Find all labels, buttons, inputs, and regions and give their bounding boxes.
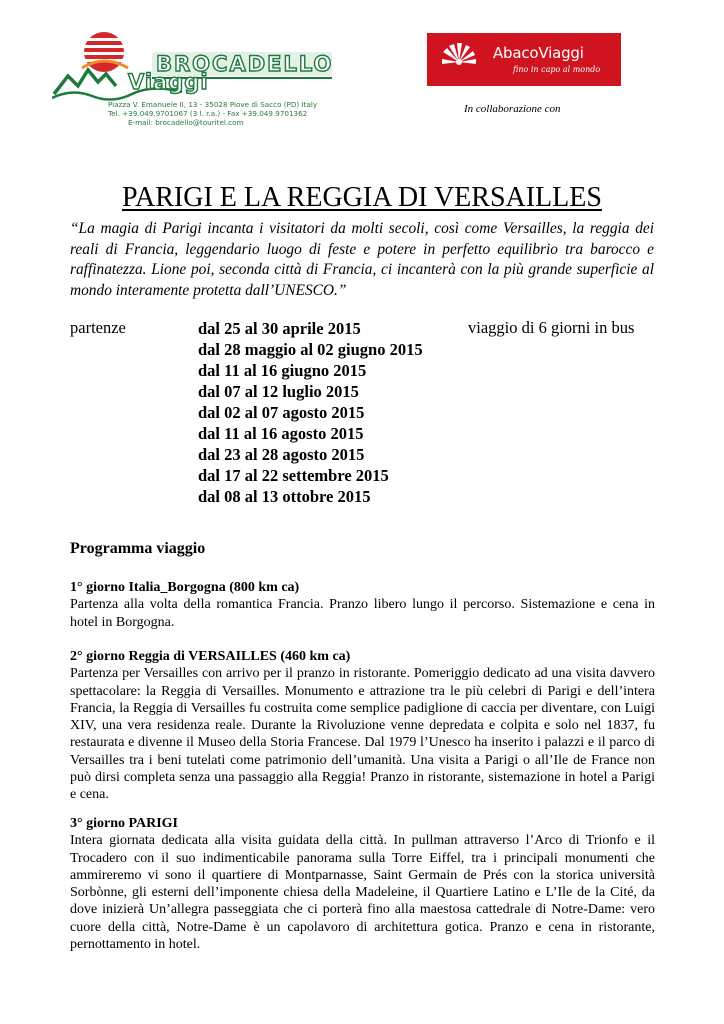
abaco-tagline: fino in capo al mondo [513, 65, 601, 74]
brand-name-top: BROCADELLO [156, 52, 334, 76]
departure-date: dal 07 al 12 luglio 2015 [198, 382, 359, 401]
abacoviaggi-logo [427, 33, 621, 86]
departures-label: partenze [70, 318, 126, 337]
departure-date: dal 02 al 07 agosto 2015 [198, 403, 365, 422]
program-day [70, 648, 655, 804]
program-day [70, 815, 655, 953]
departure-date: dal 08 al 13 ottobre 2015 [198, 487, 371, 506]
brocadello-logo [52, 24, 342, 128]
agency-email: E-mail: brocadello@touritel.com [128, 118, 244, 127]
agency-phone-fax: Tel. +39.049.9701067 (3 l. r.a.) - Fax +39.049.9701362 [108, 109, 308, 118]
abaco-brand-name: AbacoViaggi [493, 44, 584, 62]
departure-date: dal 23 al 28 agosto 2015 [198, 445, 365, 464]
day-description: Partenza alla volta della romantica Francia. Pranzo libero lungo il percorso. Sistemazione e cena in hotel in Borgogna. [70, 597, 655, 630]
day-description: Partenza per Versailles con arrivo per il pranzo in ristorante. Pomeriggio dedicato ad una visita davvero spettacolare: la Reggia di Versailles. Monumento e attrazione tra le più celebri di Parigi e dell’intera Francia, la Reggia di Versailles fu costruita come semplice padiglione di caccia per diventare, con Luigi XIV, una vera residenza reale. Durante la Rivoluzione venne depredata e colpita e solo nel 1837, fu restaurata e divenne il Museo della Storia Francese. Dal 1979 l’Unesco ha inserito i palazzi e il parco di Versailles tra i beni tutelati come patrimonio dell’umanità. Una visita a Parigi o all’Ile de France non può dirsi completa senza una passaggio alla Reggia! Pranzo in ristorante, sistemazione in hotel a Parigi e cena. [70, 666, 655, 803]
agency-address: Piazza V. Emanuele II, 13 - 35028 Piove di Sacco (PD) Italy [108, 100, 318, 109]
abaco-fan-icon [437, 38, 481, 82]
day-title: 2° giorno Reggia di VERSAILLES (460 km ca) [70, 649, 351, 664]
intro-quote: “La magia di Parigi incanta i visitatori da molti secoli, così come Versailles, la reggia dei reali di Francia, leggendario luogo di feste e potere in perfetto equilibrio tra barocco e raffinatezza. Lione poi, seconda città di Francia, ci incanterà con la più grande superficie al mondo interamente protetta dall’UNESCO.” [70, 220, 654, 299]
departure-date: dal 28 maggio al 02 giugno 2015 [198, 340, 423, 359]
day-title: 1° giorno Italia_Borgogna (800 km ca) [70, 580, 300, 595]
day-title: 3° giorno PARIGI [70, 816, 179, 831]
departure-date: dal 25 al 30 aprile 2015 [198, 319, 361, 338]
departure-date: dal 17 al 22 settembre 2015 [198, 466, 389, 485]
trip-duration-info: viaggio di 6 giorni in bus [468, 318, 635, 337]
program-day [70, 579, 655, 631]
departure-date: dal 11 al 16 agosto 2015 [198, 424, 364, 443]
page-title: PARIGI E LA REGGIA DI VERSAILLES [122, 181, 602, 213]
collaboration-note: In collaborazione con [464, 103, 561, 115]
brand-name-bottom: Viaggi [128, 70, 209, 94]
departure-date: dal 11 al 16 giugno 2015 [198, 361, 367, 380]
departure-dates-list [198, 318, 423, 507]
day-description: Intera giornata dedicata alla visita guidata della città. In pullman attraverso l’Arco di Trionfo e il Trocadero con il suo indimenticabile panorama sulla Torre Eiffel, tra i principali monumenti che ammireremo vi sono il quartiere di Montparnasse, Saint Germain de Prés con la storica università Sorbònne, gli esterni dell’imponente chiesa della Madeleine, il Quartiere Latino e L’Ile de la Cité, da dove inizierà Un’allegra passeggiata che ci porterà fino alla maestosa cattedrale di Notre-Dame: vero cuore della città, Notre-Dame è un capolavoro di architettura gotica. Pranzo e cena in ristorante, pernottamento in hotel. [70, 833, 655, 953]
program-heading: Programma viaggio [70, 540, 206, 557]
